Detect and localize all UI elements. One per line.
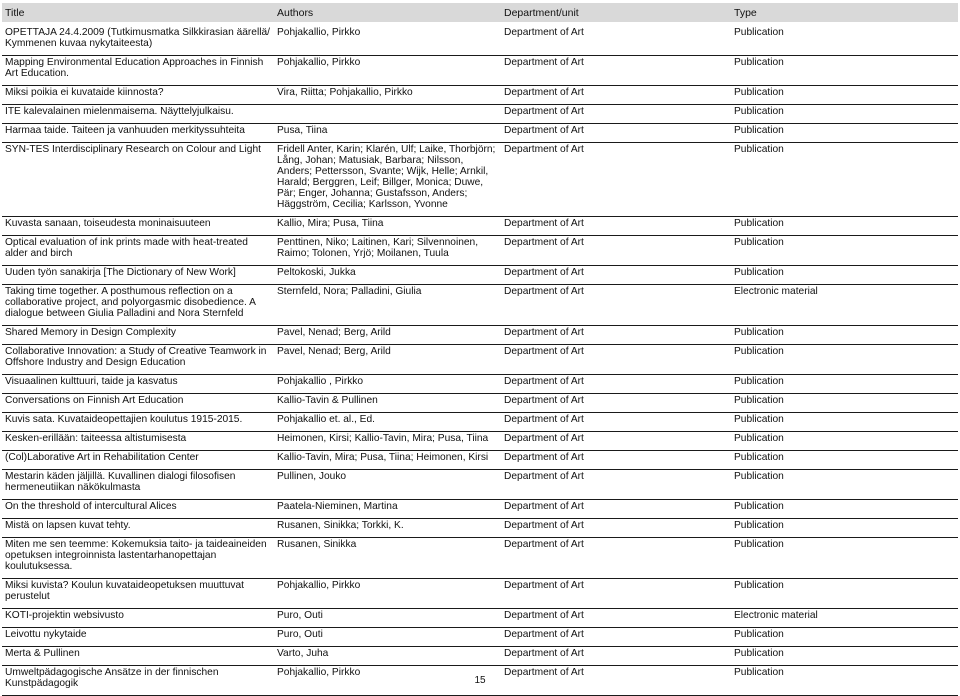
table-row: [2, 105, 958, 124]
header-type: Type: [731, 3, 958, 22]
cell-department: Department of Art: [501, 124, 731, 143]
cell-type: Electronic material: [731, 609, 958, 628]
cell-title: KOTI-projektin websivusto: [2, 609, 274, 628]
table-row: [2, 236, 958, 266]
cell-department: Department of Art: [501, 236, 731, 266]
cell-type: Publication: [731, 628, 958, 647]
cell-department: Department of Art: [501, 143, 731, 217]
cell-type: Publication: [731, 500, 958, 519]
cell-title: SYN-TES Interdisciplinary Research on Colour and Light: [2, 143, 274, 217]
header-title: Title: [2, 3, 274, 22]
cell-type: Publication: [731, 375, 958, 394]
cell-authors: Kallio-Tavin & Pullinen: [274, 394, 501, 413]
cell-type: Publication: [731, 266, 958, 285]
cell-title: Optical evaluation of ink prints made with heat-treated alder and birch: [2, 236, 274, 266]
table-row: [2, 266, 958, 285]
cell-department: Department of Art: [501, 217, 731, 236]
cell-type: Publication: [731, 124, 958, 143]
table-row: [2, 56, 958, 86]
cell-department: Department of Art: [501, 666, 731, 696]
cell-authors: Puro, Outi: [274, 609, 501, 628]
cell-type: Publication: [731, 22, 958, 56]
cell-title: (Col)Laborative Art in Rehabilitation Center: [2, 451, 274, 470]
cell-type: Publication: [731, 86, 958, 105]
cell-title: Mapping Environmental Education Approaches in Finnish Art Education.: [2, 56, 274, 86]
cell-type: Publication: [731, 579, 958, 609]
cell-authors: Pohjakallio, Pirkko: [274, 56, 501, 86]
header-authors: Authors: [274, 3, 501, 22]
table-row: [2, 285, 958, 326]
cell-type: Publication: [731, 236, 958, 266]
cell-department: Department of Art: [501, 326, 731, 345]
cell-department: Department of Art: [501, 470, 731, 500]
cell-authors: Pohjakallio, Pirkko: [274, 579, 501, 609]
cell-type: Publication: [731, 143, 958, 217]
cell-department: Department of Art: [501, 519, 731, 538]
cell-authors: Pullinen, Jouko: [274, 470, 501, 500]
cell-department: Department of Art: [501, 628, 731, 647]
table-row: [2, 628, 958, 647]
cell-title: Miten me sen teemme: Kokemuksia taito- ja taideaineiden opetuksen integroinnista lastentarhanopettajan koulutuksessa.: [2, 538, 274, 579]
cell-title: Mistä on lapsen kuvat tehty.: [2, 519, 274, 538]
cell-department: Department of Art: [501, 86, 731, 105]
cell-title: Shared Memory in Design Complexity: [2, 326, 274, 345]
cell-department: Department of Art: [501, 375, 731, 394]
cell-type: Publication: [731, 451, 958, 470]
cell-title: Umweltpädagogische Ansätze in der finnischen Kunstpädagogik: [2, 666, 274, 696]
cell-title: Harmaa taide. Taiteen ja vanhuuden merkityssuhteita: [2, 124, 274, 143]
cell-authors: Heimonen, Kirsi; Kallio-Tavin, Mira; Pusa, Tiina: [274, 432, 501, 451]
cell-authors: Penttinen, Niko; Laitinen, Kari; Silvennoinen, Raimo; Tolonen, Yrjö; Moilanen, Tuula: [274, 236, 501, 266]
cell-authors: Kallio, Mira; Pusa, Tiina: [274, 217, 501, 236]
table-row: [2, 345, 958, 375]
cell-type: Publication: [731, 538, 958, 579]
table-row: [2, 470, 958, 500]
cell-department: Department of Art: [501, 394, 731, 413]
cell-department: Department of Art: [501, 647, 731, 666]
cell-title: Uuden työn sanakirja [The Dictionary of New Work]: [2, 266, 274, 285]
table-row: [2, 413, 958, 432]
cell-department: Department of Art: [501, 451, 731, 470]
cell-authors: Pohjakallio, Pirkko: [274, 666, 501, 696]
cell-authors: Pavel, Nenad; Berg, Arild: [274, 345, 501, 375]
cell-authors: Pusa, Tiina: [274, 124, 501, 143]
cell-type: Publication: [731, 666, 958, 696]
cell-title: Conversations on Finnish Art Education: [2, 394, 274, 413]
cell-title: Leivottu nykytaide: [2, 628, 274, 647]
cell-department: Department of Art: [501, 56, 731, 86]
cell-title: Mestarin käden jäljillä. Kuvallinen dialogi filosofisen hermeneutiikan näkökulmasta: [2, 470, 274, 500]
cell-authors: Kallio-Tavin, Mira; Pusa, Tiina; Heimonen, Kirsi: [274, 451, 501, 470]
cell-type: Publication: [731, 519, 958, 538]
cell-authors: Pohjakallio , Pirkko: [274, 375, 501, 394]
cell-department: Department of Art: [501, 432, 731, 451]
cell-type: Publication: [731, 217, 958, 236]
cell-authors: Sternfeld, Nora; Palladini, Giulia: [274, 285, 501, 326]
cell-department: Department of Art: [501, 345, 731, 375]
cell-authors: [274, 105, 501, 124]
cell-type: Publication: [731, 56, 958, 86]
table-row: [2, 375, 958, 394]
cell-department: Department of Art: [501, 105, 731, 124]
cell-authors: Peltokoski, Jukka: [274, 266, 501, 285]
cell-authors: Pavel, Nenad; Berg, Arild: [274, 326, 501, 345]
cell-title: Merta & Pullinen: [2, 647, 274, 666]
table-row: [2, 86, 958, 105]
cell-authors: Puro, Outi: [274, 628, 501, 647]
table-row: [2, 500, 958, 519]
cell-department: Department of Art: [501, 413, 731, 432]
cell-authors: Varto, Juha: [274, 647, 501, 666]
cell-authors: Fridell Anter, Karin; Klarén, Ulf; Laike, Thorbjörn; Lång, Johan; Matusiak, Barbara; Nilsson, Anders; Pettersson, Svante; Wijk, Helle; Arnkil, Harald; Berggren, Leif; Billger, Monica; Duwe, Pär; Enger, Johanna; Gustafsson, Anders; Häggström, Cecilia; Karlsson, Yvonne: [274, 143, 501, 217]
cell-authors: Vira, Riitta; Pohjakallio, Pirkko: [274, 86, 501, 105]
cell-department: Department of Art: [501, 609, 731, 628]
table-row: [2, 394, 958, 413]
cell-title: Collaborative Innovation: a Study of Creative Teamwork in Offshore Industry and Design Education: [2, 345, 274, 375]
table-row: [2, 451, 958, 470]
cell-title: On the threshold of intercultural Alices: [2, 500, 274, 519]
table-row: [2, 609, 958, 628]
cell-type: Publication: [731, 432, 958, 451]
cell-authors: Rusanen, Sinikka: [274, 538, 501, 579]
cell-authors: Paatela-Nieminen, Martina: [274, 500, 501, 519]
cell-department: Department of Art: [501, 266, 731, 285]
cell-authors: Pohjakallio, Pirkko: [274, 22, 501, 56]
table-row: [2, 647, 958, 666]
cell-title: Kesken-erillään: taiteessa altistumisesta: [2, 432, 274, 451]
cell-title: Kuvasta sanaan, toiseudesta moninaisuuteen: [2, 217, 274, 236]
cell-department: Department of Art: [501, 22, 731, 56]
cell-title: Kuvis sata. Kuvataideopettajien koulutus 1915-2015.: [2, 413, 274, 432]
table-row: [2, 217, 958, 236]
table-row: [2, 22, 958, 56]
cell-department: Department of Art: [501, 285, 731, 326]
cell-type: Publication: [731, 470, 958, 500]
page-number: 15: [474, 675, 486, 686]
cell-type: Publication: [731, 105, 958, 124]
cell-title: ITE kalevalainen mielenmaisema. Näyttelyjulkaisu.: [2, 105, 274, 124]
header-row: [2, 3, 958, 22]
header-department: Department/unit: [501, 3, 731, 22]
table-row: [2, 579, 958, 609]
cell-authors: Pohjakallio et. al., Ed.: [274, 413, 501, 432]
table-row: [2, 143, 958, 217]
table-row: [2, 432, 958, 451]
cell-type: Publication: [731, 326, 958, 345]
cell-department: Department of Art: [501, 500, 731, 519]
cell-type: Electronic material: [731, 285, 958, 326]
cell-title: Miksi poikia ei kuvataide kiinnosta?: [2, 86, 274, 105]
cell-authors: Rusanen, Sinikka; Torkki, K.: [274, 519, 501, 538]
table-row: [2, 326, 958, 345]
cell-title: Taking time together. A posthumous reflection on a collaborative project, and polyorgasmic disobedience. A dialogue between Giulia Palladini and Nora Sternfeld: [2, 285, 274, 326]
cell-title: Miksi kuvista? Koulun kuvataideopetuksen muuttuvat perustelut: [2, 579, 274, 609]
cell-type: Publication: [731, 413, 958, 432]
cell-department: Department of Art: [501, 538, 731, 579]
table-row: [2, 124, 958, 143]
table-row: [2, 538, 958, 579]
publications-table: [2, 3, 958, 696]
cell-department: Department of Art: [501, 579, 731, 609]
cell-type: Publication: [731, 647, 958, 666]
cell-type: Publication: [731, 394, 958, 413]
cell-title: OPETTAJA 24.4.2009 (Tutkimusmatka Silkkirasian äärellä/ Kymmenen kuvaa nykytaiteesta): [2, 22, 274, 56]
cell-title: Visuaalinen kulttuuri, taide ja kasvatus: [2, 375, 274, 394]
cell-type: Publication: [731, 345, 958, 375]
table-row: [2, 519, 958, 538]
